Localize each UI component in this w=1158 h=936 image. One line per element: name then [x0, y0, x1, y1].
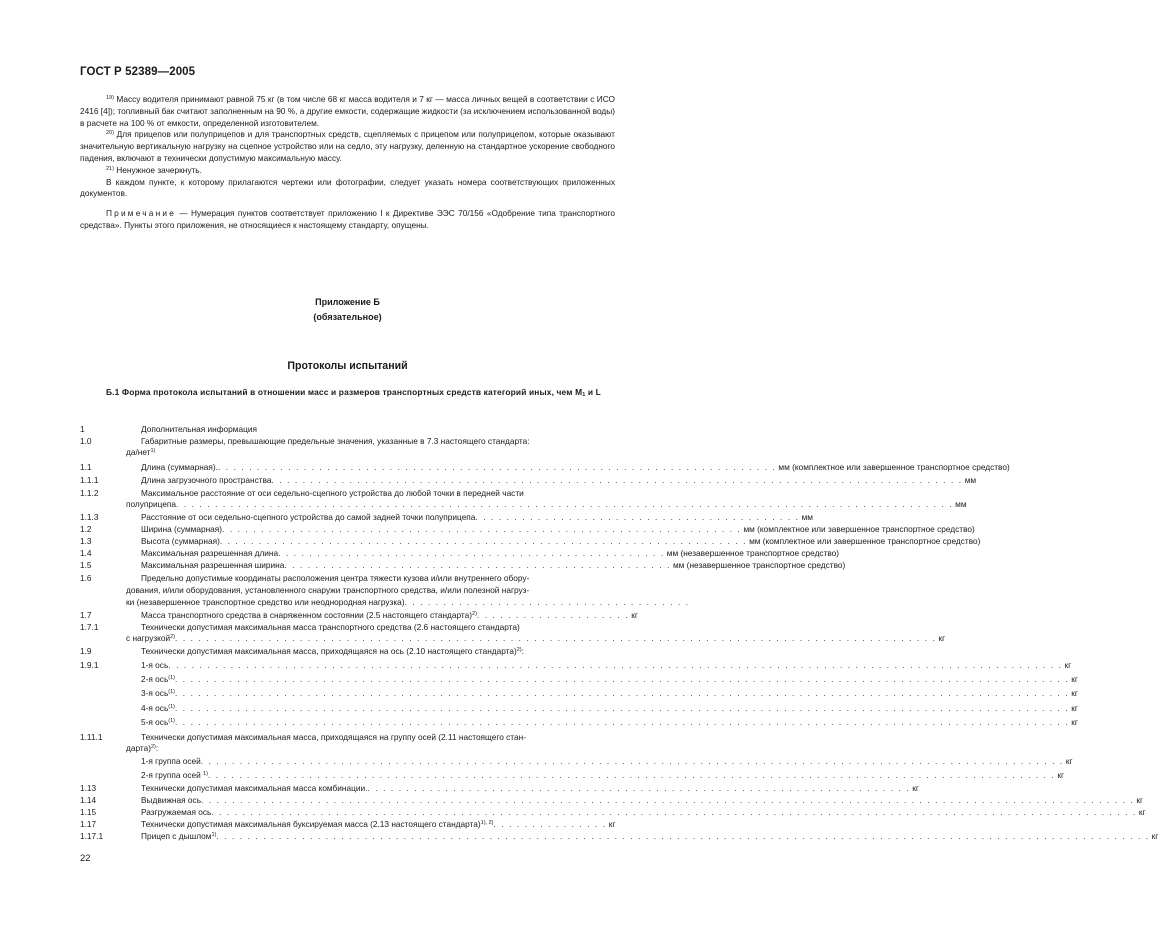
row-axle-1: 1-я ось . . . . . . . . . . . . . . . . . . . . . . . . . . . . . . . . . . . . . . . . . . . . . . . . . . . . . . . . . . . . . . . . . . . . . . . . . . . . . . . . . . . . . . . . . . . . . . . . . . . . . . . . . . . . . . . . . . . кг: [141, 660, 1072, 670]
footnote-19: $^{19)}$ Массу водителя принимают равной 75 кг (в том числе 68 кг масса водителя и 7 кг — масса личных вещей в соответствии с ИСО 2416 [4]); топливный бак считают заполненным на 90 %, а другие емкости, содержащие жидкости (за исключением использованной воды) в расчете на 100 % от емкости, определенной изготовителем.: [80, 94, 615, 128]
row-text: Предельно допустимые координаты расположения центра тяжести кузова и/или внутреннего обору-: [141, 573, 530, 583]
row-number: 1.5: [80, 560, 92, 570]
row-max-width: Максимальная разрешенная ширина . . . . . . . . . . . . . . . . . . . . . . . . . . . . . . . . . . . . . . . . . . . . . . . . . . мм (незавершенное транспортное средство): [141, 560, 846, 570]
row-number: 1.2: [80, 524, 92, 534]
section-title: Протоколы испытаний: [287, 360, 408, 372]
row-axle-5: 5-я ось$^{(1)}$ . . . . . . . . . . . . . . . . . . . . . . . . . . . . . . . . . . . . . . . . . . . . . . . . . . . . . . . . . . . . . . . . . . . . . . . . . . . . . . . . . . . . . . . . . . . . . . . . . . . . . . . . . . . . . . . . . . . кг: [141, 717, 1078, 727]
row-number: 1.17: [80, 819, 97, 829]
row-continuation: дарта)$^{2)}$:: [126, 743, 159, 753]
row-number: 1.1.2: [80, 488, 99, 498]
row-number: 1.4: [80, 548, 92, 558]
row-number: 1.1.3: [80, 512, 99, 522]
row-text: Технически допустимая максимальная масса, приходящаяся на группу осей (2.11 настоящего стан-: [141, 732, 526, 742]
footnote-20: $^{20)}$ Для прицепов или полуприцепов и для транспортных средств, сцепляемых с прицепом или полуприцепом, которые оказывают значительную вертикальную нагрузку на сцепное устройство или на седло, эту нагрузку, деленную на стандартное ускорение свободного падения, включают в технически допустимую максимальную массу.: [80, 129, 615, 163]
row-max-length: Максимальная разрешенная длина . . . . . . . . . . . . . . . . . . . . . . . . . . . . . . . . . . . . . . . . . . . . . . . . . . мм (незавершенное транспортное средство): [141, 548, 840, 558]
row-text: Технически допустимая максимальная масса, приходящаяся на ось (2.10 настоящего стандарта)$^{2)}$:: [141, 646, 524, 656]
attachments-note: В каждом пункте, к которому прилагаются чертежи или фотографии, следует указать номера соответствующих приложенных документов.: [80, 176, 615, 199]
row-unloadable-axle: Разгружаемая ось . . . . . . . . . . . . . . . . . . . . . . . . . . . . . . . . . . . . . . . . . . . . . . . . . . . . . . . . . . . . . . . . . . . . . . . . . . . . . . . . . . . . . . . . . . . . . . . . . . . . . . . . . . . . . . . . . . . . . . . кг: [141, 807, 1146, 817]
row-semitrailer-front: полуприцепа . . . . . . . . . . . . . . . . . . . . . . . . . . . . . . . . . . . . . . . . . . . . . . . . . . . . . . . . . . . . . . . . . . . . . . . . . . . . . . . . . . . . . . . . . . . . . . . . . . . . мм: [126, 499, 967, 509]
row-curb-mass: Масса транспортного средства в снаряженном состоянии (2.5 настоящего стандарта)$^{2)}$ . . . . . . . . . . . . . . . . . . . . кг: [141, 610, 638, 620]
row-number: 1.1: [80, 462, 92, 472]
row-axle-3: 3-я ось$^{(1)}$ . . . . . . . . . . . . . . . . . . . . . . . . . . . . . . . . . . . . . . . . . . . . . . . . . . . . . . . . . . . . . . . . . . . . . . . . . . . . . . . . . . . . . . . . . . . . . . . . . . . . . . . . . . . . . . . . . . . кг: [141, 688, 1078, 698]
row-semitrailer-rear: Расстояние от оси седельно-сцепного устройства до самой задней точки полуприцепа . . . . . . . . . . . . . . . . . . . . . . . . . . . . . . . . . . . . . . . . . . мм: [141, 512, 813, 522]
row-width-total: Ширина (суммарная) . . . . . . . . . . . . . . . . . . . . . . . . . . . . . . . . . . . . . . . . . . . . . . . . . . . . . . . . . . . . . . . . . . . мм (комплектное или завершенное транспортное средство): [141, 524, 975, 534]
document-header: ГОСТ Р 52389—2005: [80, 66, 196, 78]
row-combination-mass: Технически допустимая максимальная масса комбинации. . . . . . . . . . . . . . . . . . . . . . . . . . . . . . . . . . . . . . . . . . . . . . . . . . . . . . . . . . . . . . . . . . . . . . . кг: [141, 783, 919, 793]
row-center-of-gravity: ки (незавершенное транспортное средство или неоднородная нагрузка) . . . . . . . . . . . . . . . . . . . . . . . . . . . . . . . . . . . . .: [126, 597, 690, 607]
form-title: Б.1 Форма протокола испытаний в отношении масс и размеров транспортных средств категорий иных, чем $M_1$ и L: [106, 387, 601, 398]
row-cargo-length: Длина загрузочного пространства . . . . . . . . . . . . . . . . . . . . . . . . . . . . . . . . . . . . . . . . . . . . . . . . . . . . . . . . . . . . . . . . . . . . . . . . . . . . . . . . . . . . . . . . . мм: [141, 475, 977, 485]
row-axle-2: 2-я ось$^{(1)}$ . . . . . . . . . . . . . . . . . . . . . . . . . . . . . . . . . . . . . . . . . . . . . . . . . . . . . . . . . . . . . . . . . . . . . . . . . . . . . . . . . . . . . . . . . . . . . . . . . . . . . . . . . . . . . . . . . . . кг: [141, 674, 1078, 684]
row-number: 1.6: [80, 573, 92, 583]
row-number: 1.11.1: [80, 732, 103, 742]
row-lift-axle: Выдвижная ось . . . . . . . . . . . . . . . . . . . . . . . . . . . . . . . . . . . . . . . . . . . . . . . . . . . . . . . . . . . . . . . . . . . . . . . . . . . . . . . . . . . . . . . . . . . . . . . . . . . . . . . . . . . . . . . . . . . . . . . . кг: [141, 795, 1143, 805]
row-text: Габаритные размеры, превышающие предельные значения, указанные в 7.3 настоящего стандарта:: [141, 436, 530, 446]
row-length-total: Длина (суммарная). . . . . . . . . . . . . . . . . . . . . . . . . . . . . . . . . . . . . . . . . . . . . . . . . . . . . . . . . . . . . . . . . . . . . . . . . мм (комплектное или завершенное транспортное средство): [141, 462, 1010, 472]
row-height-total: Высота (суммарная) . . . . . . . . . . . . . . . . . . . . . . . . . . . . . . . . . . . . . . . . . . . . . . . . . . . . . . . . . . . . . . . . . . . . мм (комплектное или завершенное транспортное средство): [141, 536, 981, 546]
row-number: 1.9: [80, 646, 92, 656]
row-axle-group-1: 1-я группа осей . . . . . . . . . . . . . . . . . . . . . . . . . . . . . . . . . . . . . . . . . . . . . . . . . . . . . . . . . . . . . . . . . . . . . . . . . . . . . . . . . . . . . . . . . . . . . . . . . . . . . . . . . . . . . . . кг: [141, 756, 1073, 766]
row-number: 1.9.1: [80, 660, 99, 670]
footnote-21: $^{21)}$ Ненужное зачеркнуть.: [106, 164, 202, 175]
row-number: 1.14: [80, 795, 97, 805]
row-number: 1.0: [80, 436, 92, 446]
row-axle-4: 4-я ось$^{(1)}$ . . . . . . . . . . . . . . . . . . . . . . . . . . . . . . . . . . . . . . . . . . . . . . . . . . . . . . . . . . . . . . . . . . . . . . . . . . . . . . . . . . . . . . . . . . . . . . . . . . . . . . . . . . . . . . . . . . . кг: [141, 703, 1078, 713]
row-number: 1.7: [80, 610, 92, 620]
row-number: 1.17.1: [80, 831, 104, 841]
row-number: 1.13: [80, 783, 97, 793]
row-axle-group-2: 2-я группа осей $^{1)}$ . . . . . . . . . . . . . . . . . . . . . . . . . . . . . . . . . . . . . . . . . . . . . . . . . . . . . . . . . . . . . . . . . . . . . . . . . . . . . . . . . . . . . . . . . . . . . . . . . . . . . . . . . . . . . кг: [141, 770, 1065, 780]
remark: Примечание — Нумерация пунктов соответствует приложению I к Директиве ЭЭС 70/156 «Одобрение типа транспортного средства». Пункты этого приложения, не относящиеся к настоящему стандарту, опущены.: [80, 208, 615, 230]
row-continuation: дования, и/или оборудования, установленного снаружи транспортного средства, и/или полезной нагруз-: [126, 585, 530, 595]
row-number: 1.3: [80, 536, 92, 546]
row-max-mass-loaded: с нагрузкой$^{2)}$ . . . . . . . . . . . . . . . . . . . . . . . . . . . . . . . . . . . . . . . . . . . . . . . . . . . . . . . . . . . . . . . . . . . . . . . . . . . . . . . . . . . . . . . . . . . . . . . . . . кг: [126, 633, 946, 643]
row-towable-mass: Технически допустимая максимальная буксируемая масса (2.13 настоящего стандарта)$^{1), 2)}$ . . . . . . . . . . . . . . . кг: [141, 819, 616, 829]
row-number: 1.1.1: [80, 475, 99, 485]
appendix-status: (обязательное): [313, 312, 382, 322]
row-number: 1: [80, 424, 85, 434]
row-number: 1.7.1: [80, 622, 99, 632]
row-text: Дополнительная информация: [141, 424, 257, 434]
row-number: 1.15: [80, 807, 97, 817]
row-drawbar-trailer: Прицеп с дышлом$^{1)}$ . . . . . . . . . . . . . . . . . . . . . . . . . . . . . . . . . . . . . . . . . . . . . . . . . . . . . . . . . . . . . . . . . . . . . . . . . . . . . . . . . . . . . . . . . . . . . . . . . . . . . . . . . . . . . . . . . . . . . . . . кг: [141, 831, 1158, 841]
page-number: 22: [80, 853, 91, 864]
row-continuation: да/нет$^{1)}$: [126, 447, 156, 457]
appendix-title: Приложение Б: [315, 297, 380, 307]
row-text: Технически допустимая максимальная масса транспортного средства (2.6 настоящего стандарта): [141, 622, 520, 632]
row-text: Максимальное расстояние от оси седельно-сцепного устройства до любой точки в передней части: [141, 488, 524, 498]
